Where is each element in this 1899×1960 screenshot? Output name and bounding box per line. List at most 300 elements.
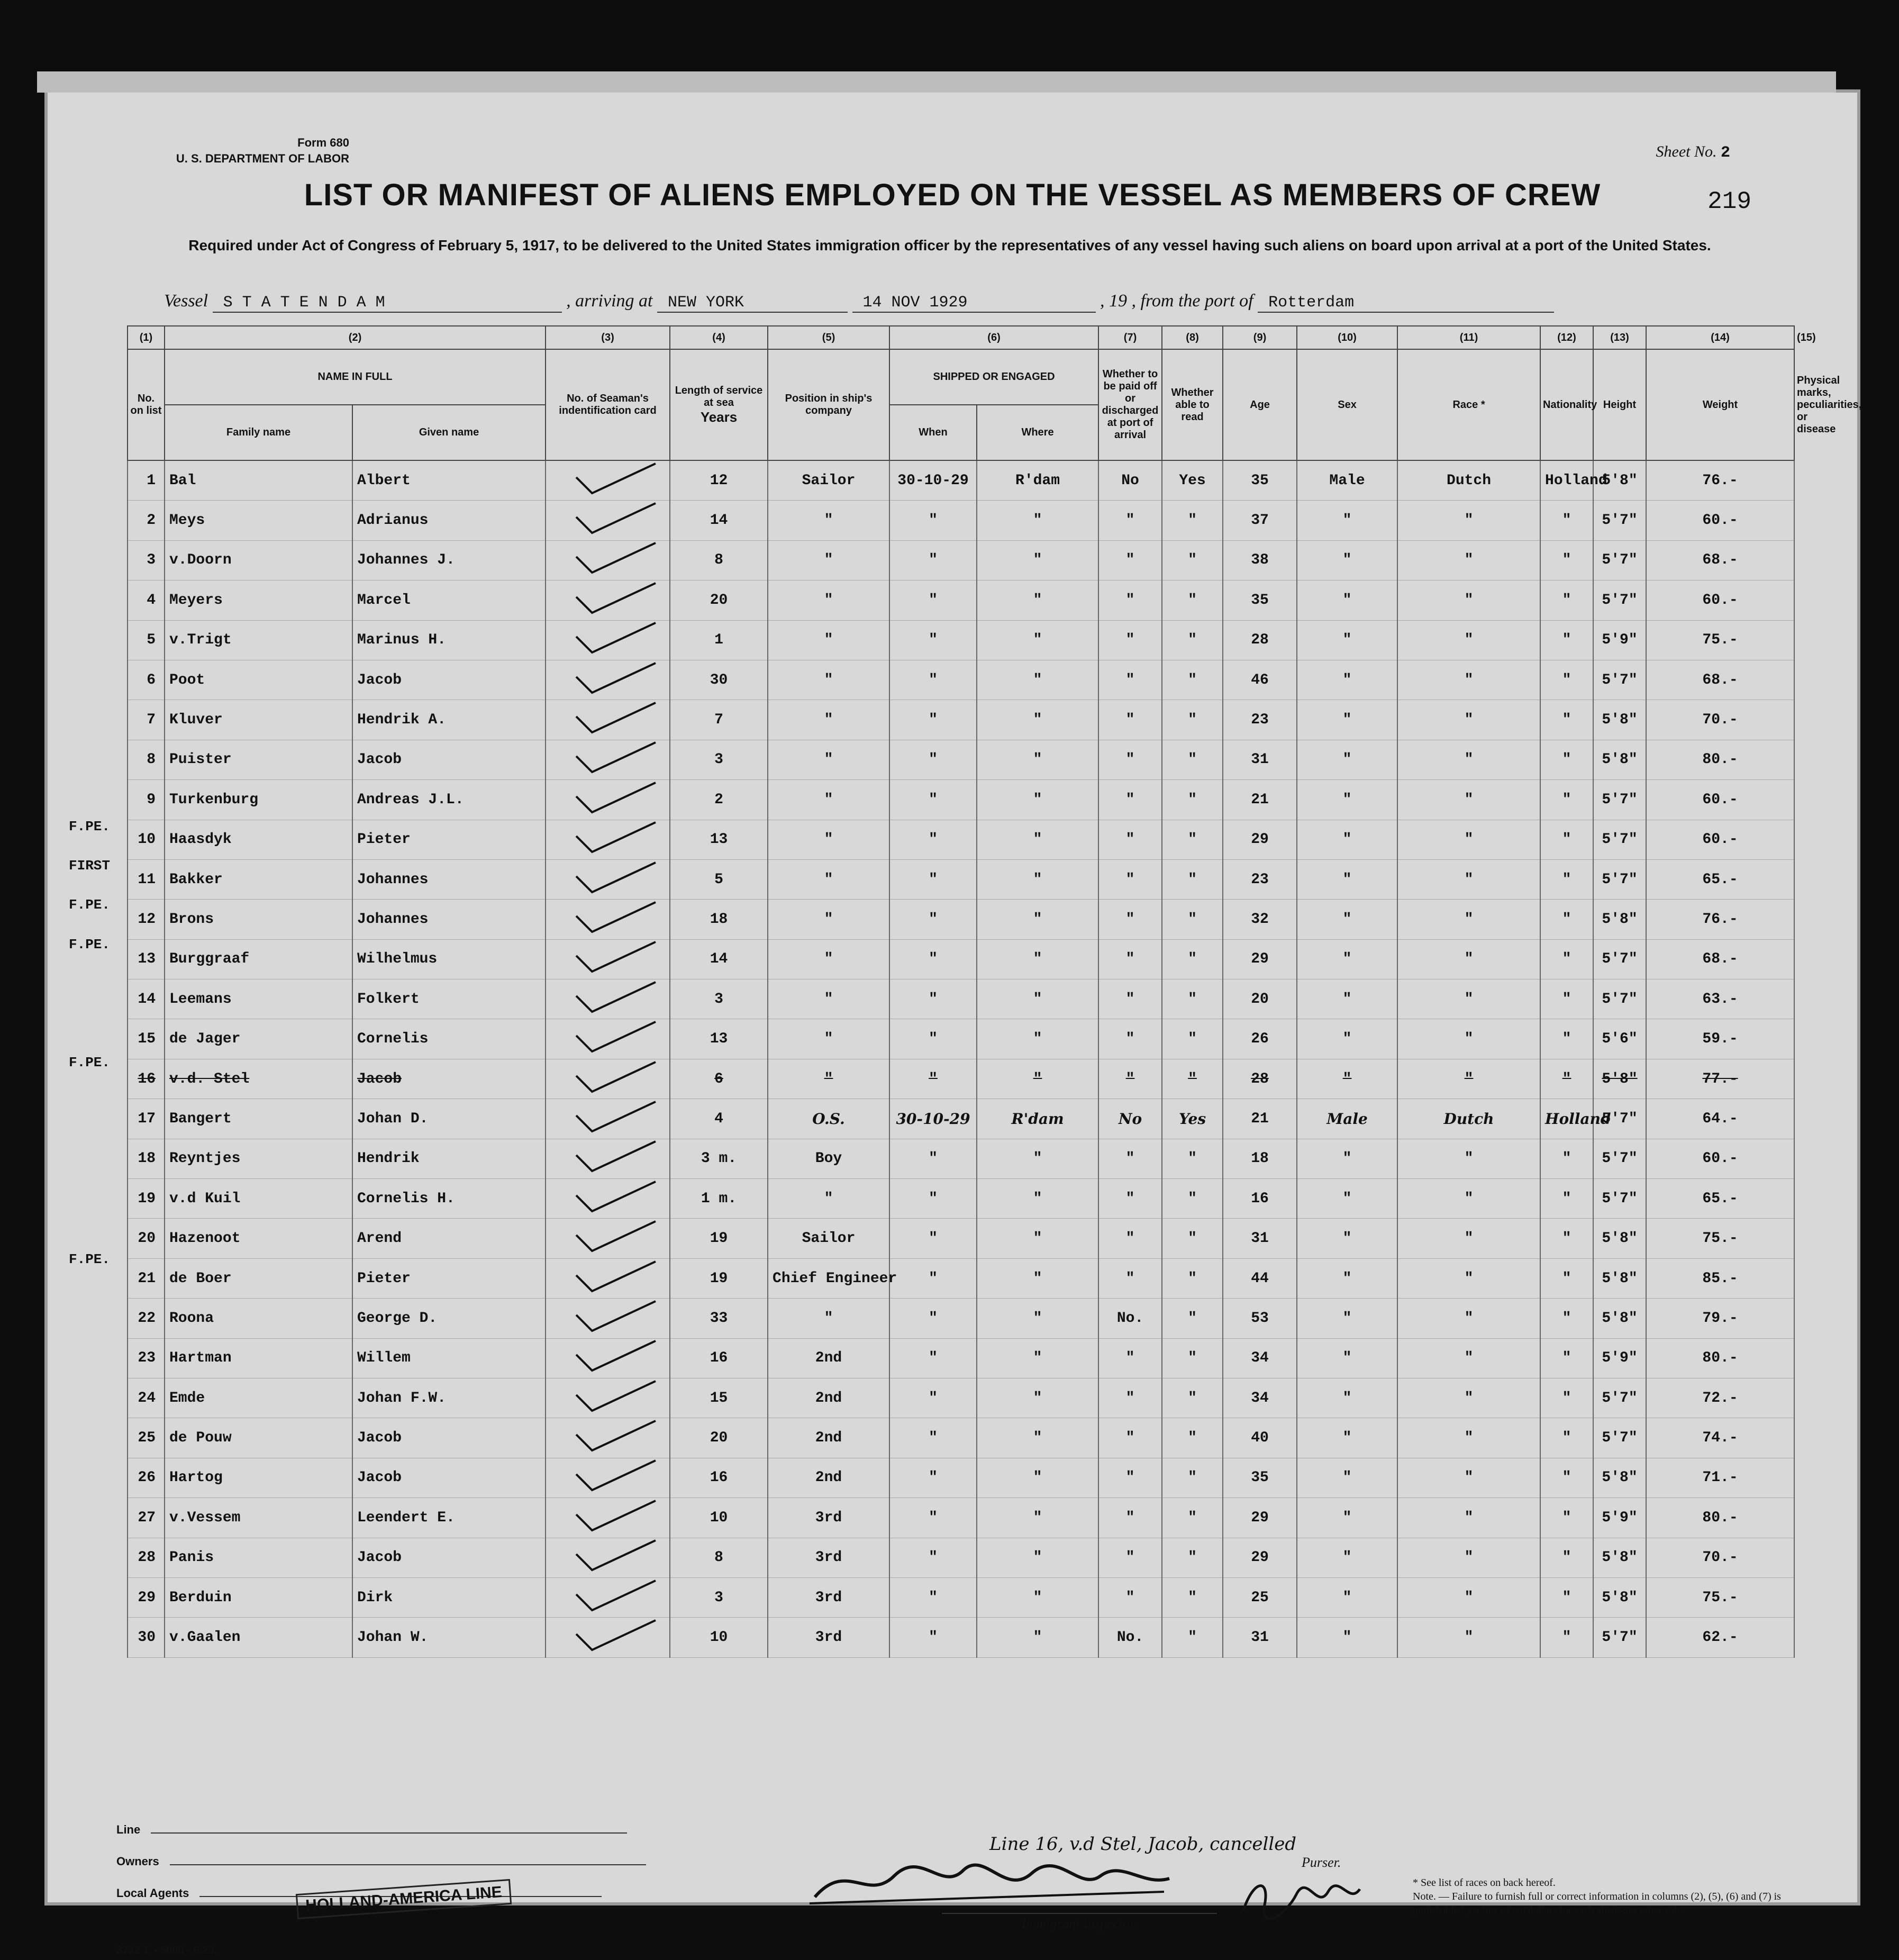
cell-sex: " (1297, 1258, 1397, 1298)
cell-pos: " (768, 740, 889, 779)
header-family-name: Family name (165, 405, 352, 460)
col-num: (4) (670, 326, 768, 349)
cell-family: de Boer (165, 1258, 352, 1298)
table-row (128, 780, 1794, 820)
cell-where: " (977, 1258, 1098, 1298)
company-stamp: HOLLAND-AMERICA LINE (296, 1879, 512, 1919)
table-row (128, 1019, 1794, 1059)
cell-svc: 33 (670, 1299, 768, 1338)
cell-when: " (889, 900, 977, 939)
cell-where: " (977, 1378, 1098, 1418)
cell-ht: 5'8" (1593, 460, 1646, 501)
cell-id-card-check (546, 460, 670, 501)
table-row (128, 1577, 1794, 1617)
cell-given: Marinus H. (352, 620, 546, 660)
cell-given: Jacob (352, 660, 546, 700)
cell-paid: " (1098, 740, 1162, 779)
cell-pos: " (768, 859, 889, 899)
cell-paid: No (1098, 460, 1162, 501)
cell-read: " (1162, 540, 1223, 580)
cell-ht: 5'7" (1593, 1618, 1646, 1657)
cell-nat: " (1540, 1258, 1593, 1298)
table-row (128, 501, 1794, 540)
cell-age: 35 (1223, 1458, 1297, 1498)
cell-family: Puister (165, 740, 352, 779)
punch-hole (4, 556, 28, 579)
cell-where: " (977, 700, 1098, 740)
cell-ht: 5'7" (1593, 780, 1646, 820)
cell-ht: 5'6" (1593, 1019, 1646, 1059)
cell-family: v.d Kuil (165, 1179, 352, 1219)
cell-wt: 70.- (1646, 700, 1794, 740)
cell-paid: No (1098, 1099, 1162, 1139)
cell-read: " (1162, 859, 1223, 899)
table-row (128, 1059, 1794, 1099)
cell-paid: " (1098, 620, 1162, 660)
cell-family: Poot (165, 660, 352, 700)
cell-ht: 5'7" (1593, 660, 1646, 700)
cell-age: 35 (1223, 460, 1297, 501)
cell-family: Emde (165, 1378, 352, 1418)
cell-no: 23 (128, 1338, 165, 1378)
department-name: U. S. DEPARTMENT OF LABOR (176, 152, 349, 165)
cell-wt: 65.- (1646, 1179, 1794, 1219)
cell-id-card-check (546, 740, 670, 779)
cell-race: " (1397, 780, 1540, 820)
cell-where: " (977, 900, 1098, 939)
cell-no: 20 (128, 1219, 165, 1258)
cell-wt: 65.- (1646, 859, 1794, 899)
cell-family: v.Gaalen (165, 1618, 352, 1657)
cell-svc: 10 (670, 1618, 768, 1657)
cell-family: v.Trigt (165, 620, 352, 660)
cell-pos: " (768, 700, 889, 740)
table-row (128, 1258, 1794, 1298)
cell-where: " (977, 780, 1098, 820)
header-height: Height (1593, 349, 1646, 460)
cell-age: 35 (1223, 580, 1297, 620)
col-num: (11) (1397, 326, 1540, 349)
cell-no: 9 (128, 780, 165, 820)
cell-wt: 68.- (1646, 660, 1794, 700)
cell-given: Johan F.W. (352, 1378, 546, 1418)
cell-given: Leendert E. (352, 1498, 546, 1538)
cell-id-card-check (546, 939, 670, 979)
cell-wt: 80.- (1646, 740, 1794, 779)
cell-pos: 3rd (768, 1577, 889, 1617)
cell-when: " (889, 1378, 977, 1418)
cell-family: Meys (165, 501, 352, 540)
cell-read: " (1162, 1458, 1223, 1498)
cell-wt: 59.- (1646, 1019, 1794, 1059)
cell-nat: " (1540, 1338, 1593, 1378)
cell-id-card-check (546, 979, 670, 1019)
cell-id-card-check (546, 660, 670, 700)
cell-svc: 30 (670, 660, 768, 700)
cell-given: Johan D. (352, 1099, 546, 1139)
cell-sex: " (1297, 820, 1397, 859)
cell-ht: 5'8" (1593, 1577, 1646, 1617)
cell-id-card-check (546, 1418, 670, 1458)
cell-id-card-check (546, 620, 670, 660)
cell-ht: 5'7" (1593, 580, 1646, 620)
cell-race: " (1397, 979, 1540, 1019)
table-row (128, 460, 1794, 501)
cell-race: " (1397, 1498, 1540, 1538)
cell-wt: 79.- (1646, 1299, 1794, 1338)
cell-given: Pieter (352, 820, 546, 859)
cell-age: 25 (1223, 1577, 1297, 1617)
cell-age: 28 (1223, 1059, 1297, 1099)
table-row (128, 820, 1794, 859)
cell-read: " (1162, 820, 1223, 859)
cell-read: " (1162, 660, 1223, 700)
cell-age: 32 (1223, 900, 1297, 939)
cell-race: " (1397, 540, 1540, 580)
cell-paid: " (1098, 820, 1162, 859)
cell-age: 28 (1223, 620, 1297, 660)
cell-read: " (1162, 900, 1223, 939)
form-number: Form 680 (297, 136, 349, 149)
cell-svc: 8 (670, 1538, 768, 1577)
cell-race: " (1397, 939, 1540, 979)
cell-read: " (1162, 1139, 1223, 1178)
table-row (128, 700, 1794, 740)
cell-when: " (889, 1618, 977, 1657)
cell-family: Hartman (165, 1338, 352, 1378)
header-weight: Weight (1646, 349, 1794, 460)
sheet-number: Sheet No. 2 (1656, 143, 1730, 162)
cell-paid: " (1098, 1219, 1162, 1258)
cell-nat: " (1540, 1219, 1593, 1258)
cell-paid: " (1098, 1498, 1162, 1538)
cell-given: Jacob (352, 1418, 546, 1458)
cell-ht: 5'7" (1593, 1139, 1646, 1178)
col-num: (13) (1593, 326, 1646, 349)
cell-age: 34 (1223, 1378, 1297, 1418)
table-row (128, 900, 1794, 939)
cell-ht: 5'7" (1593, 1099, 1646, 1139)
cell-age: 37 (1223, 501, 1297, 540)
cell-race: " (1397, 1219, 1540, 1258)
cell-no: 8 (128, 740, 165, 779)
cell-paid: " (1098, 939, 1162, 979)
cell-where: " (977, 1219, 1098, 1258)
table-row (128, 1378, 1794, 1418)
cell-pos: 2nd (768, 1338, 889, 1378)
cell-where: " (977, 1458, 1098, 1498)
cell-svc: 5 (670, 859, 768, 899)
table-row (128, 1338, 1794, 1378)
cell-read: " (1162, 501, 1223, 540)
cell-given: Johan W. (352, 1618, 546, 1657)
col-num: (6) (889, 326, 1098, 349)
table-row (128, 1219, 1794, 1258)
cell-pos: Chief Engineer (768, 1258, 889, 1298)
cell-wt: 60.- (1646, 580, 1794, 620)
document-title: LIST OR MANIFEST OF ALIENS EMPLOYED ON THE VESSEL AS MEMBERS OF CREW (304, 178, 1601, 212)
row-side-mark: F.PE. (69, 936, 111, 952)
arrival-date: 14 NOV 1929 (852, 294, 1096, 313)
header-given-name: Given name (352, 405, 546, 460)
cell-no: 19 (128, 1179, 165, 1219)
cell-ht: 5'8" (1593, 700, 1646, 740)
col-num: (12) (1540, 326, 1593, 349)
cell-paid: " (1098, 540, 1162, 580)
cell-ht: 5'8" (1593, 1059, 1646, 1099)
cell-family: de Pouw (165, 1418, 352, 1458)
cell-id-card-check (546, 1179, 670, 1219)
cell-paid: " (1098, 1139, 1162, 1178)
cell-given: Jacob (352, 1059, 546, 1099)
col-num: (2) (165, 326, 546, 349)
cell-svc: 20 (670, 580, 768, 620)
cell-when: " (889, 1059, 977, 1099)
cell-race: Dutch (1397, 460, 1540, 501)
cell-id-card-check (546, 1099, 670, 1139)
punch-hole (4, 1281, 28, 1304)
cell-race: " (1397, 501, 1540, 540)
cell-family: Brons (165, 900, 352, 939)
cell-race: " (1397, 1139, 1540, 1178)
row-side-mark: F.PE. (69, 818, 111, 834)
cell-ht: 5'8" (1593, 1458, 1646, 1498)
cell-pos: 3rd (768, 1498, 889, 1538)
cell-nat: " (1540, 580, 1593, 620)
cell-id-card-check (546, 1378, 670, 1418)
cell-no: 7 (128, 700, 165, 740)
cell-id-card-check (546, 820, 670, 859)
arriving-port: NEW YORK (657, 294, 848, 313)
cell-read: " (1162, 1219, 1223, 1258)
cell-svc: 3 m. (670, 1139, 768, 1178)
manifest-sheet (48, 93, 1862, 1956)
cell-age: 23 (1223, 859, 1297, 899)
cell-given: Wilhelmus (352, 939, 546, 979)
cell-paid: No. (1098, 1618, 1162, 1657)
cell-race: " (1397, 580, 1540, 620)
cell-nat: " (1540, 859, 1593, 899)
cell-where: " (977, 1538, 1098, 1577)
cell-wt: 60.- (1646, 501, 1794, 540)
cell-paid: " (1098, 1059, 1162, 1099)
cell-wt: 64.- (1646, 1099, 1794, 1139)
header-nationality: Nationality (1540, 349, 1593, 460)
cell-nat: " (1540, 1019, 1593, 1059)
cell-age: 44 (1223, 1258, 1297, 1298)
cell-no: 30 (128, 1618, 165, 1657)
cell-nat: " (1540, 1299, 1593, 1338)
cell-paid: " (1098, 501, 1162, 540)
cell-wt: 60.- (1646, 1139, 1794, 1178)
cell-when: " (889, 780, 977, 820)
cell-when: 30-10-29 (889, 1099, 977, 1139)
header-age: Age (1223, 349, 1297, 460)
row-side-mark: F.PE. (69, 1055, 111, 1070)
cell-nat: " (1540, 1378, 1593, 1418)
cell-nat: " (1540, 620, 1593, 660)
row-side-mark: FIRST (69, 858, 111, 874)
cell-race: " (1397, 1019, 1540, 1059)
cell-when: " (889, 1258, 977, 1298)
cell-sex: " (1297, 1538, 1397, 1577)
cell-sex: " (1297, 501, 1397, 540)
cell-read: " (1162, 1378, 1223, 1418)
col-num: (14) (1646, 326, 1794, 349)
cell-no: 16 (128, 1059, 165, 1099)
header-name-in-full: NAME IN FULL (165, 349, 546, 405)
cell-svc: 15 (670, 1378, 768, 1418)
table-row (128, 1418, 1794, 1458)
cell-age: 20 (1223, 979, 1297, 1019)
cell-no: 28 (128, 1538, 165, 1577)
header-race: Race * (1397, 349, 1540, 460)
cell-nat: " (1540, 820, 1593, 859)
cell-age: 40 (1223, 1418, 1297, 1458)
cell-no: 6 (128, 660, 165, 700)
cell-paid: " (1098, 1179, 1162, 1219)
cell-read: " (1162, 979, 1223, 1019)
table-row (128, 939, 1794, 979)
cell-where: " (977, 540, 1098, 580)
table-row (128, 1099, 1794, 1139)
cell-svc: 19 (670, 1219, 768, 1258)
cell-sex: " (1297, 580, 1397, 620)
col-num: (7) (1098, 326, 1162, 349)
cell-id-card-check (546, 1577, 670, 1617)
cell-age: 34 (1223, 1338, 1297, 1378)
cell-id-card-check (546, 859, 670, 899)
header-length-service: Length of service at sea Years (670, 349, 768, 460)
col-num: (9) (1223, 326, 1297, 349)
cell-read: Yes (1162, 460, 1223, 501)
cell-pos: 3rd (768, 1618, 889, 1657)
cell-given: George D. (352, 1299, 546, 1338)
cell-nat: " (1540, 780, 1593, 820)
table-row (128, 979, 1794, 1019)
cell-wt: 80.- (1646, 1498, 1794, 1538)
cell-no: 5 (128, 620, 165, 660)
cell-wt: 60.- (1646, 820, 1794, 859)
col-num: (3) (546, 326, 670, 349)
cell-no: 2 (128, 501, 165, 540)
cell-family: Meyers (165, 580, 352, 620)
cell-sex: " (1297, 1418, 1397, 1458)
cell-id-card-check (546, 780, 670, 820)
cell-no: 4 (128, 580, 165, 620)
cell-read: " (1162, 740, 1223, 779)
cell-given: Folkert (352, 979, 546, 1019)
cell-id-card-check (546, 1219, 670, 1258)
cell-read: " (1162, 1577, 1223, 1617)
vessel-line: Vessel S T A T E N D A M , arriving at NEW YORK 14 NOV 1929 , 19 , from the port of Rotterdam (164, 291, 1554, 313)
cell-race: " (1397, 1378, 1540, 1418)
cell-sex: " (1297, 740, 1397, 779)
cell-id-card-check (546, 900, 670, 939)
cell-family: v.Doorn (165, 540, 352, 580)
column-number-row: (1) (2) (3) (4) (5) (6) (7) (8) (9) (10) (11) (12) (13) (14) (15) (128, 326, 1794, 349)
cell-pos: " (768, 900, 889, 939)
cell-sex: " (1297, 780, 1397, 820)
cell-race: " (1397, 1179, 1540, 1219)
header-sex: Sex (1297, 349, 1397, 460)
cell-read: " (1162, 700, 1223, 740)
cell-svc: 16 (670, 1458, 768, 1498)
cell-when: " (889, 1139, 977, 1178)
cell-ht: 5'7" (1593, 1378, 1646, 1418)
cell-family: v.Vessem (165, 1498, 352, 1538)
footer-owners-field: Owners (116, 1855, 646, 1868)
cell-family: Haasdyk (165, 820, 352, 859)
cell-when: " (889, 820, 977, 859)
cell-paid: " (1098, 900, 1162, 939)
cell-race: " (1397, 660, 1540, 700)
cell-race: " (1397, 859, 1540, 899)
cell-pos: " (768, 620, 889, 660)
cell-ht: 5'9" (1593, 1498, 1646, 1538)
cell-pos: O.S. (768, 1099, 889, 1139)
cell-nat: " (1540, 1577, 1593, 1617)
cell-no: 12 (128, 900, 165, 939)
cell-age: 16 (1223, 1179, 1297, 1219)
cell-when: " (889, 1458, 977, 1498)
cell-when: " (889, 580, 977, 620)
cell-ht: 5'7" (1593, 540, 1646, 580)
col-num: (10) (1297, 326, 1397, 349)
purser-label: Purser. (1302, 1855, 1341, 1870)
cell-race: " (1397, 900, 1540, 939)
cell-nat: Holland (1540, 1099, 1593, 1139)
header-row: No. on list NAME IN FULL No. of Seaman's indentification card Length of service at sea Years Position in ship's company SHIPPED OR ENGAGED Whether to be paid off or discharged at port of arrival Whether able to read Age Sex Race * Nationality Height Weight Physical marks, peculiarities, or disease (128, 349, 1794, 405)
cell-nat: " (1540, 939, 1593, 979)
cell-read: " (1162, 1059, 1223, 1099)
cell-race: " (1397, 1299, 1540, 1338)
cell-race: " (1397, 620, 1540, 660)
cell-when: " (889, 1179, 977, 1219)
table-row (128, 1299, 1794, 1338)
cell-sex: " (1297, 1139, 1397, 1178)
cell-nat: " (1540, 660, 1593, 700)
cell-pos: " (768, 1179, 889, 1219)
cell-where: " (977, 1299, 1098, 1338)
cell-age: 46 (1223, 660, 1297, 700)
cell-read: " (1162, 1179, 1223, 1219)
cell-family: Turkenburg (165, 780, 352, 820)
cell-pos: Boy (768, 1139, 889, 1178)
cell-sex: " (1297, 1338, 1397, 1378)
cell-wt: 74.- (1646, 1418, 1794, 1458)
cell-no: 3 (128, 540, 165, 580)
cell-id-card-check (546, 501, 670, 540)
cell-read: " (1162, 580, 1223, 620)
cell-paid: " (1098, 700, 1162, 740)
cell-given: Johannes J. (352, 540, 546, 580)
cell-age: 23 (1223, 700, 1297, 740)
page-number: 219 (1707, 188, 1751, 215)
cell-race: " (1397, 1577, 1540, 1617)
cell-read: " (1162, 1299, 1223, 1338)
cell-pos: " (768, 1019, 889, 1059)
cell-ht: 5'8" (1593, 1538, 1646, 1577)
cell-pos: " (768, 780, 889, 820)
cell-race: " (1397, 1258, 1540, 1298)
cell-pos: " (768, 939, 889, 979)
cell-wt: 75.- (1646, 1577, 1794, 1617)
cell-svc: 1 m. (670, 1179, 768, 1219)
header-able-read: Whether able to read (1162, 349, 1223, 460)
cell-nat: " (1540, 979, 1593, 1019)
cell-pos: " (768, 501, 889, 540)
